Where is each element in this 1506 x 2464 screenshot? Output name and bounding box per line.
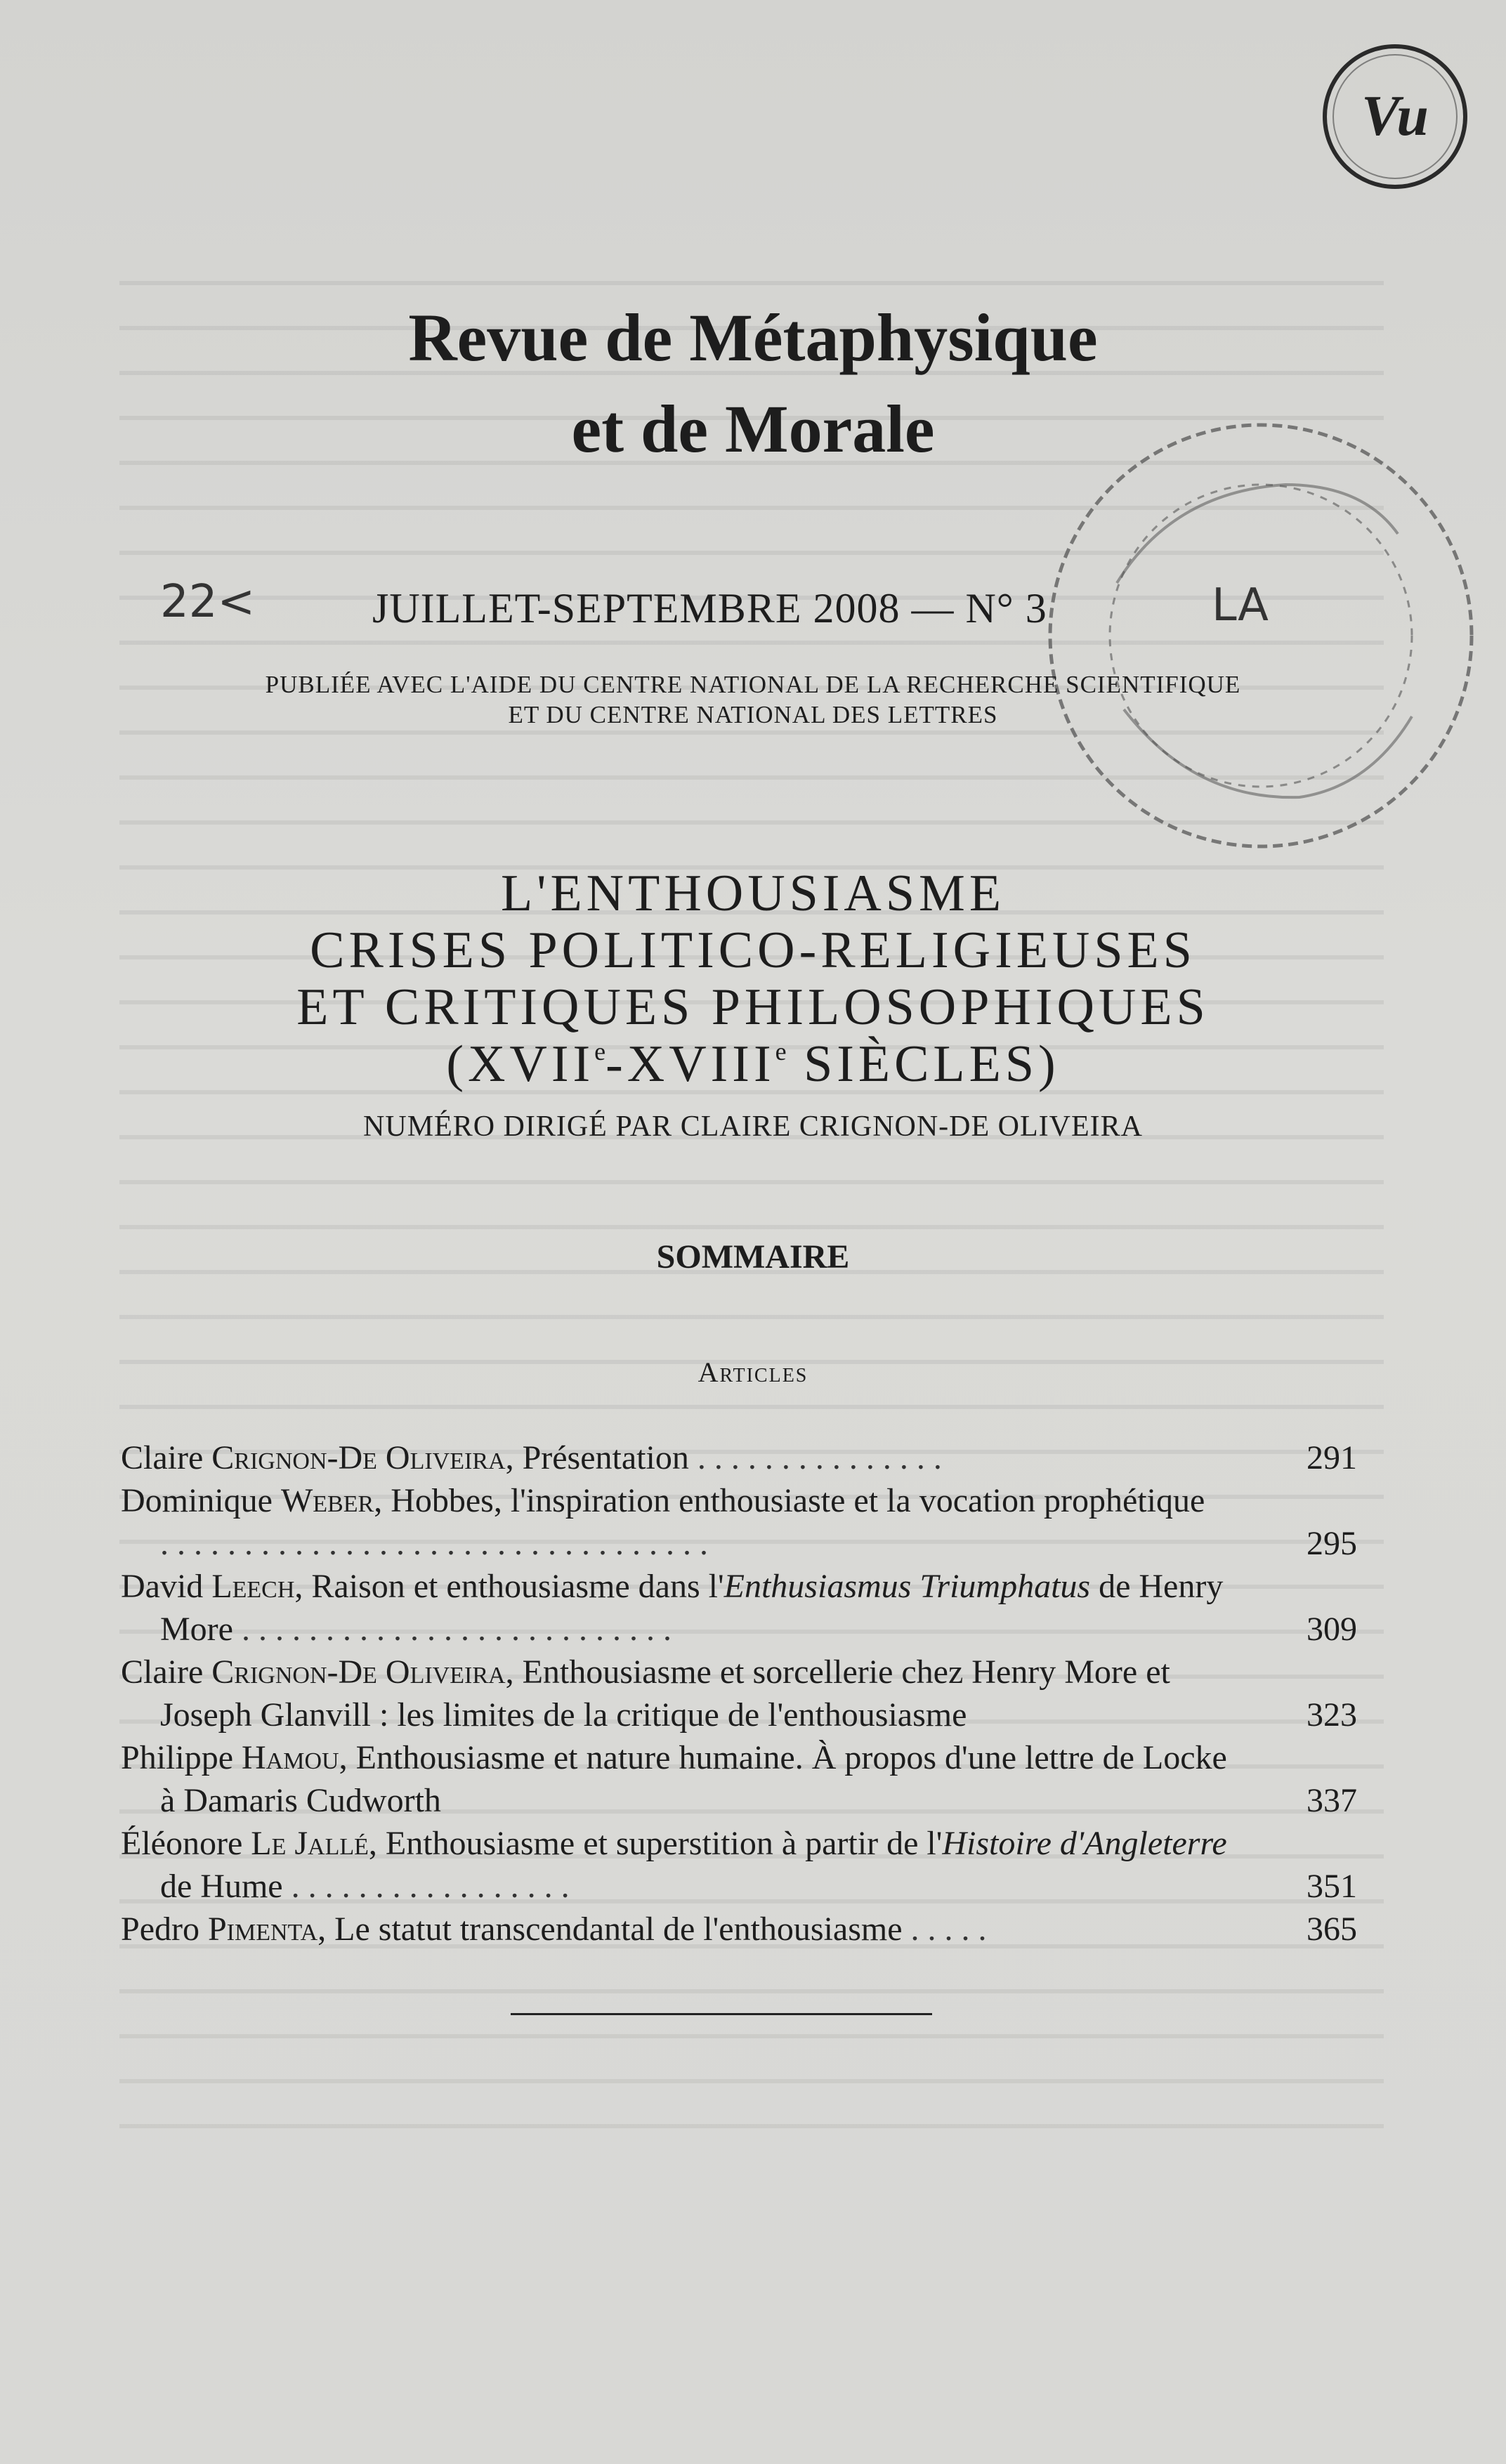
toc-entry: Philippe Hamou, Enthousiasme et nature humaine. À propos d'une lettre de Locke à Damaris Cudworth 337 [121, 1736, 1357, 1822]
toc-article-title-post: de Hume [160, 1868, 283, 1905]
toc-page-number: 323 [1307, 1696, 1357, 1734]
articles-section-heading: Articles [698, 1356, 808, 1388]
toc-article-title-pre: Raison et enthousiasme dans l' [311, 1568, 724, 1605]
theme-line4-sup2: e [775, 1037, 787, 1066]
journal-title-line1: Revue de Métaphysique [408, 300, 1098, 375]
toc-author-first: Claire [121, 1439, 204, 1476]
theme-line4 [0, 1035, 1506, 1094]
journal-title-line2: et de Morale [571, 391, 935, 466]
theme-line4-open: (XVII [446, 1035, 595, 1093]
toc-author-last: Crignon-De Oliveira [211, 1653, 506, 1691]
toc-article-title-pre: Enthousiasme et superstition à partir de l' [385, 1825, 943, 1862]
table-of-contents [121, 1436, 1357, 1951]
toc-author-last: Crignon-De Oliveira [211, 1439, 506, 1476]
toc-article-title-italic: Enthusiasmus Triumphatus [723, 1568, 1091, 1605]
toc-page-number: 295 [1307, 1525, 1357, 1562]
theme-line2: CRISES POLITICO-RELIGIEUSES [310, 922, 1196, 979]
toc-entry: Dominique Weber, Hobbes, l'inspiration enthousiaste et la vocation prophétique ................................. 295 [121, 1479, 1357, 1565]
toc-author-first: David [121, 1568, 204, 1605]
toc-page-number: 309 [1307, 1611, 1357, 1648]
vu-stamp [1315, 37, 1475, 197]
library-stamp [1033, 407, 1489, 864]
toc-entry: Pedro Pimenta, Le statut transcendantal de l'enthousiasme ..... 365 [121, 1908, 1357, 1951]
issue-date-number: JUILLET-SEPTEMBRE 2008 — N° 3 [372, 585, 1047, 631]
toc-entry: Éléonore Le Jallé, Enthousiasme et superstition à partir de l'Histoire d'Angleterre de Hume ................. 351 [121, 1822, 1357, 1908]
toc-article-title-italic: Histoire d'Angleterre [942, 1825, 1227, 1862]
toc-author-first: Pedro [121, 1911, 199, 1948]
handwritten-initials: LA [1212, 579, 1269, 631]
toc-author-last: Le Jallé [251, 1825, 369, 1862]
toc-author-last: Pimenta [207, 1911, 318, 1948]
toc-article-title: Hobbes, l'inspiration enthousiaste et la vocation prophétique [391, 1482, 1205, 1519]
toc-leader-dots: ................................. [160, 1525, 716, 1562]
toc-leader-dots: ................. [291, 1868, 578, 1905]
toc-article-title: Présentation [522, 1439, 689, 1476]
toc-article-title: Le statut transcendantal de l'enthousiasme [334, 1911, 903, 1948]
toc-author-last: Hamou [242, 1739, 339, 1776]
publisher-line1: PUBLIÉE AVEC L'AIDE DU CENTRE NATIONAL DE LA RECHERCHE SCIENTIFIQUE [265, 671, 1241, 698]
toc-article-title: Enthousiasme et nature humaine. À propos d'une lettre de Locke à Damaris Cudworth [160, 1739, 1227, 1819]
toc-author-first: Philippe [121, 1739, 234, 1776]
toc-leader-dots: ............... [697, 1439, 950, 1476]
toc-author-first: Claire [121, 1653, 204, 1691]
toc-page-number: 291 [1307, 1439, 1357, 1476]
theme-line4-sup1: e [594, 1037, 606, 1066]
toc-author-last: Leech [211, 1568, 295, 1605]
toc-entry: Claire Crignon-De Oliveira, Présentation ............... 291 [121, 1436, 1357, 1479]
toc-author-first: Dominique [121, 1482, 273, 1519]
toc-page-number: 365 [1307, 1911, 1357, 1948]
toc-article-title-post: de Henry More [160, 1568, 1224, 1648]
publisher-line2: ET DU CENTRE NATIONAL DES LETTRES [508, 701, 998, 728]
toc-article-title: Enthousiasme et sorcellerie chez Henry More et Joseph Glanvill : les limites de la critique de l'enthousiasme [160, 1653, 1170, 1734]
sommaire-heading: SOMMAIRE [656, 1238, 850, 1276]
divider-rule [511, 2013, 932, 2015]
theme-line4-close: SIÈCLES) [786, 1035, 1060, 1093]
toc-leader-dots: .......................... [241, 1611, 680, 1648]
toc-author-first: Éléonore [121, 1825, 243, 1862]
toc-author-last: Weber [280, 1482, 374, 1519]
vu-stamp-text: Vu [1361, 84, 1429, 148]
toc-page-number: 337 [1307, 1782, 1357, 1819]
toc-entry: David Leech, Raison et enthousiasme dans l'Enthusiasmus Triumphatus de Henry More .......................... 309 [121, 1565, 1357, 1651]
toc-page-number: 351 [1307, 1868, 1357, 1905]
handwritten-shelf-number: 22< [160, 576, 256, 628]
theme-line3: ET CRITIQUES PHILOSOPHIQUES [296, 978, 1210, 1036]
theme-line1: L'ENTHOUSIASME [500, 865, 1006, 922]
toc-entry: Claire Crignon-De Oliveira, Enthousiasme et sorcellerie chez Henry More et Joseph Glanvill : les limites de la critique de l'enthousiasme 323 [121, 1651, 1357, 1736]
toc-leader-dots: ..... [910, 1911, 995, 1948]
theme-line4-mid: -XVIII [605, 1035, 775, 1093]
issue-editor: NUMÉRO DIRIGÉ PAR CLAIRE CRIGNON-DE OLIVEIRA [363, 1110, 1143, 1143]
